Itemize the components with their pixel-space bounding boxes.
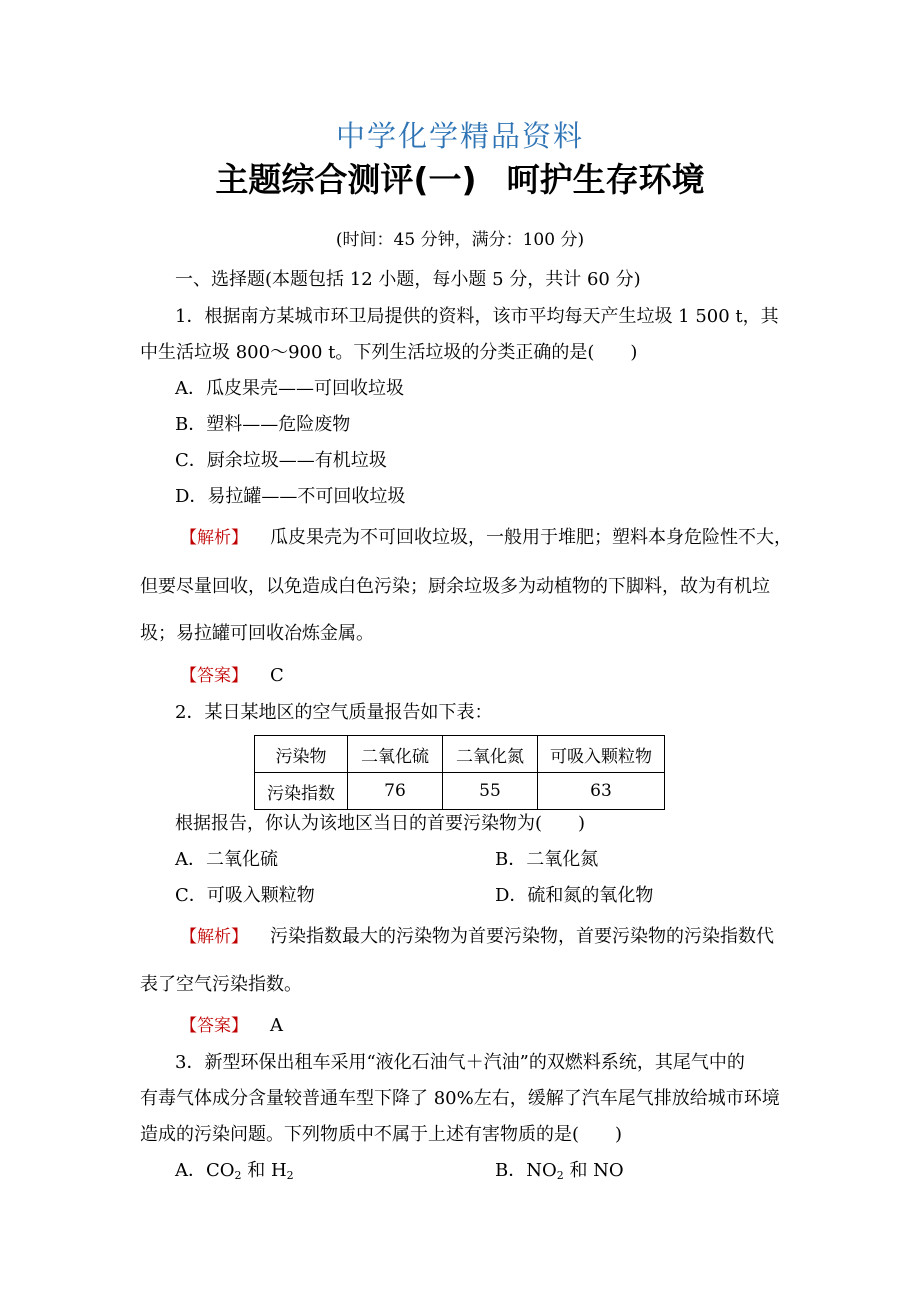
page-title — [0, 158, 920, 202]
q3-option-b — [495, 1159, 624, 1183]
q2-stem-after: 根据报告，你认为该地区当日的首要污染物为( ) — [175, 813, 586, 834]
q2-answer — [180, 1014, 782, 1038]
section-heading: 一、选择题(本题包括 12 小题，每小题 5 分，共计 60 分) — [175, 269, 641, 290]
q2-analysis-text-1: 污染指数最大的污染物为首要污染物，首要污染物的污染指数代 — [270, 926, 774, 947]
q2-answer-label: 【答案】 — [180, 1016, 248, 1036]
table-header-cell: 二氧化硫 — [348, 736, 443, 773]
q3-option-a-text: A．CO — [175, 1160, 235, 1181]
table-header-cell: 污染物 — [255, 736, 348, 773]
q1-answer — [180, 664, 782, 688]
q3-option-a — [175, 1160, 294, 1181]
q2-analysis-line-1 — [180, 925, 782, 949]
title-part-b: 呵护生存环境 — [506, 160, 705, 199]
q3-option-b-text: B．NO — [495, 1160, 557, 1181]
q3-option-a-subscript-2: 2 — [286, 1169, 294, 1182]
title-part-a: 主题综合测评(一) — [215, 160, 477, 199]
q3-option-a-text-2: 和 H — [241, 1160, 287, 1181]
q1-analysis-line-1 — [180, 526, 792, 550]
q3-option-b-subscript: 2 — [556, 1169, 564, 1182]
q1-option-d: D．易拉罐——不可回收垃圾 — [175, 486, 406, 507]
q3-option-b-text-2: 和 NO — [563, 1160, 624, 1181]
q2-options-row-2 — [175, 884, 782, 908]
q1-analysis-line-2: 但要尽量回收，以免造成白色污染；厨余垃圾多为动植物的下脚料，故为有机垃 — [140, 576, 770, 597]
q1-analysis-label: 【解析】 — [180, 528, 248, 548]
q1-stem-line-2: 中生活垃圾 800～900 t。下列生活垃圾的分类正确的是( ) — [140, 342, 638, 363]
q1-answer-label: 【答案】 — [180, 666, 248, 686]
brand-header: 中学化学精品资料 — [335, 119, 584, 153]
q3-stem-line-2: 有毒气体成分含量较普通车型下降了 80%左右，缓解了汽车尾气排放给城市环境 — [140, 1088, 780, 1109]
table-cell: 63 — [538, 773, 665, 810]
table-header-cell: 二氧化氮 — [443, 736, 538, 773]
table-row — [255, 773, 665, 810]
q2-option-d: D．硫和氮的氧化物 — [495, 885, 654, 906]
table-cell: 污染指数 — [255, 773, 348, 810]
q2-option-a: A．二氧化硫 — [175, 849, 278, 870]
q1-analysis-text-1: 瓜皮果壳为不可回收垃圾，一般用于堆肥；塑料本身危险性不大， — [270, 527, 792, 548]
q1-option-b: B．塑料——危险废物 — [175, 414, 351, 435]
q1-analysis-line-3: 圾；易拉罐可回收冶炼金属。 — [140, 623, 374, 644]
table-header-cell: 可吸入颗粒物 — [538, 736, 665, 773]
q1-option-a: A．瓜皮果壳——可回收垃圾 — [175, 378, 404, 399]
q2-analysis-label: 【解析】 — [180, 927, 248, 947]
q1-answer-value: C — [270, 665, 284, 686]
table-header-row — [255, 736, 665, 773]
q1-stem-line-1: 1．根据南方某城市环卫局提供的资料，该市平均每天产生垃圾 1 500 t，其 — [175, 306, 779, 327]
q2-option-b: B．二氧化氮 — [495, 849, 599, 870]
q1-option-c: C．厨余垃圾——有机垃圾 — [175, 450, 387, 471]
table-cell: 55 — [443, 773, 538, 810]
q2-answer-value: A — [270, 1015, 283, 1036]
q3-options-row-1 — [175, 1159, 782, 1183]
q2-stem: 2．某日某地区的空气质量报告如下表： — [175, 702, 493, 723]
q2-option-c: C．可吸入颗粒物 — [175, 885, 315, 906]
q3-stem-line-1: 3．新型环保出租车采用“液化石油气＋汽油”的双燃料系统，其尾气中的 — [175, 1052, 745, 1073]
exam-meta: (时间：45 分钟，满分：100 分) — [335, 230, 585, 250]
q2-analysis-line-2: 表了空气污染指数。 — [140, 974, 302, 995]
table-cell: 76 — [348, 773, 443, 810]
q3-stem-line-3: 造成的污染问题。下列物质中不属于上述有害物质的是( ) — [140, 1124, 623, 1145]
q3-option-a-subscript: 2 — [234, 1169, 242, 1182]
air-quality-table — [254, 735, 665, 810]
q2-options-row-1 — [175, 848, 782, 872]
